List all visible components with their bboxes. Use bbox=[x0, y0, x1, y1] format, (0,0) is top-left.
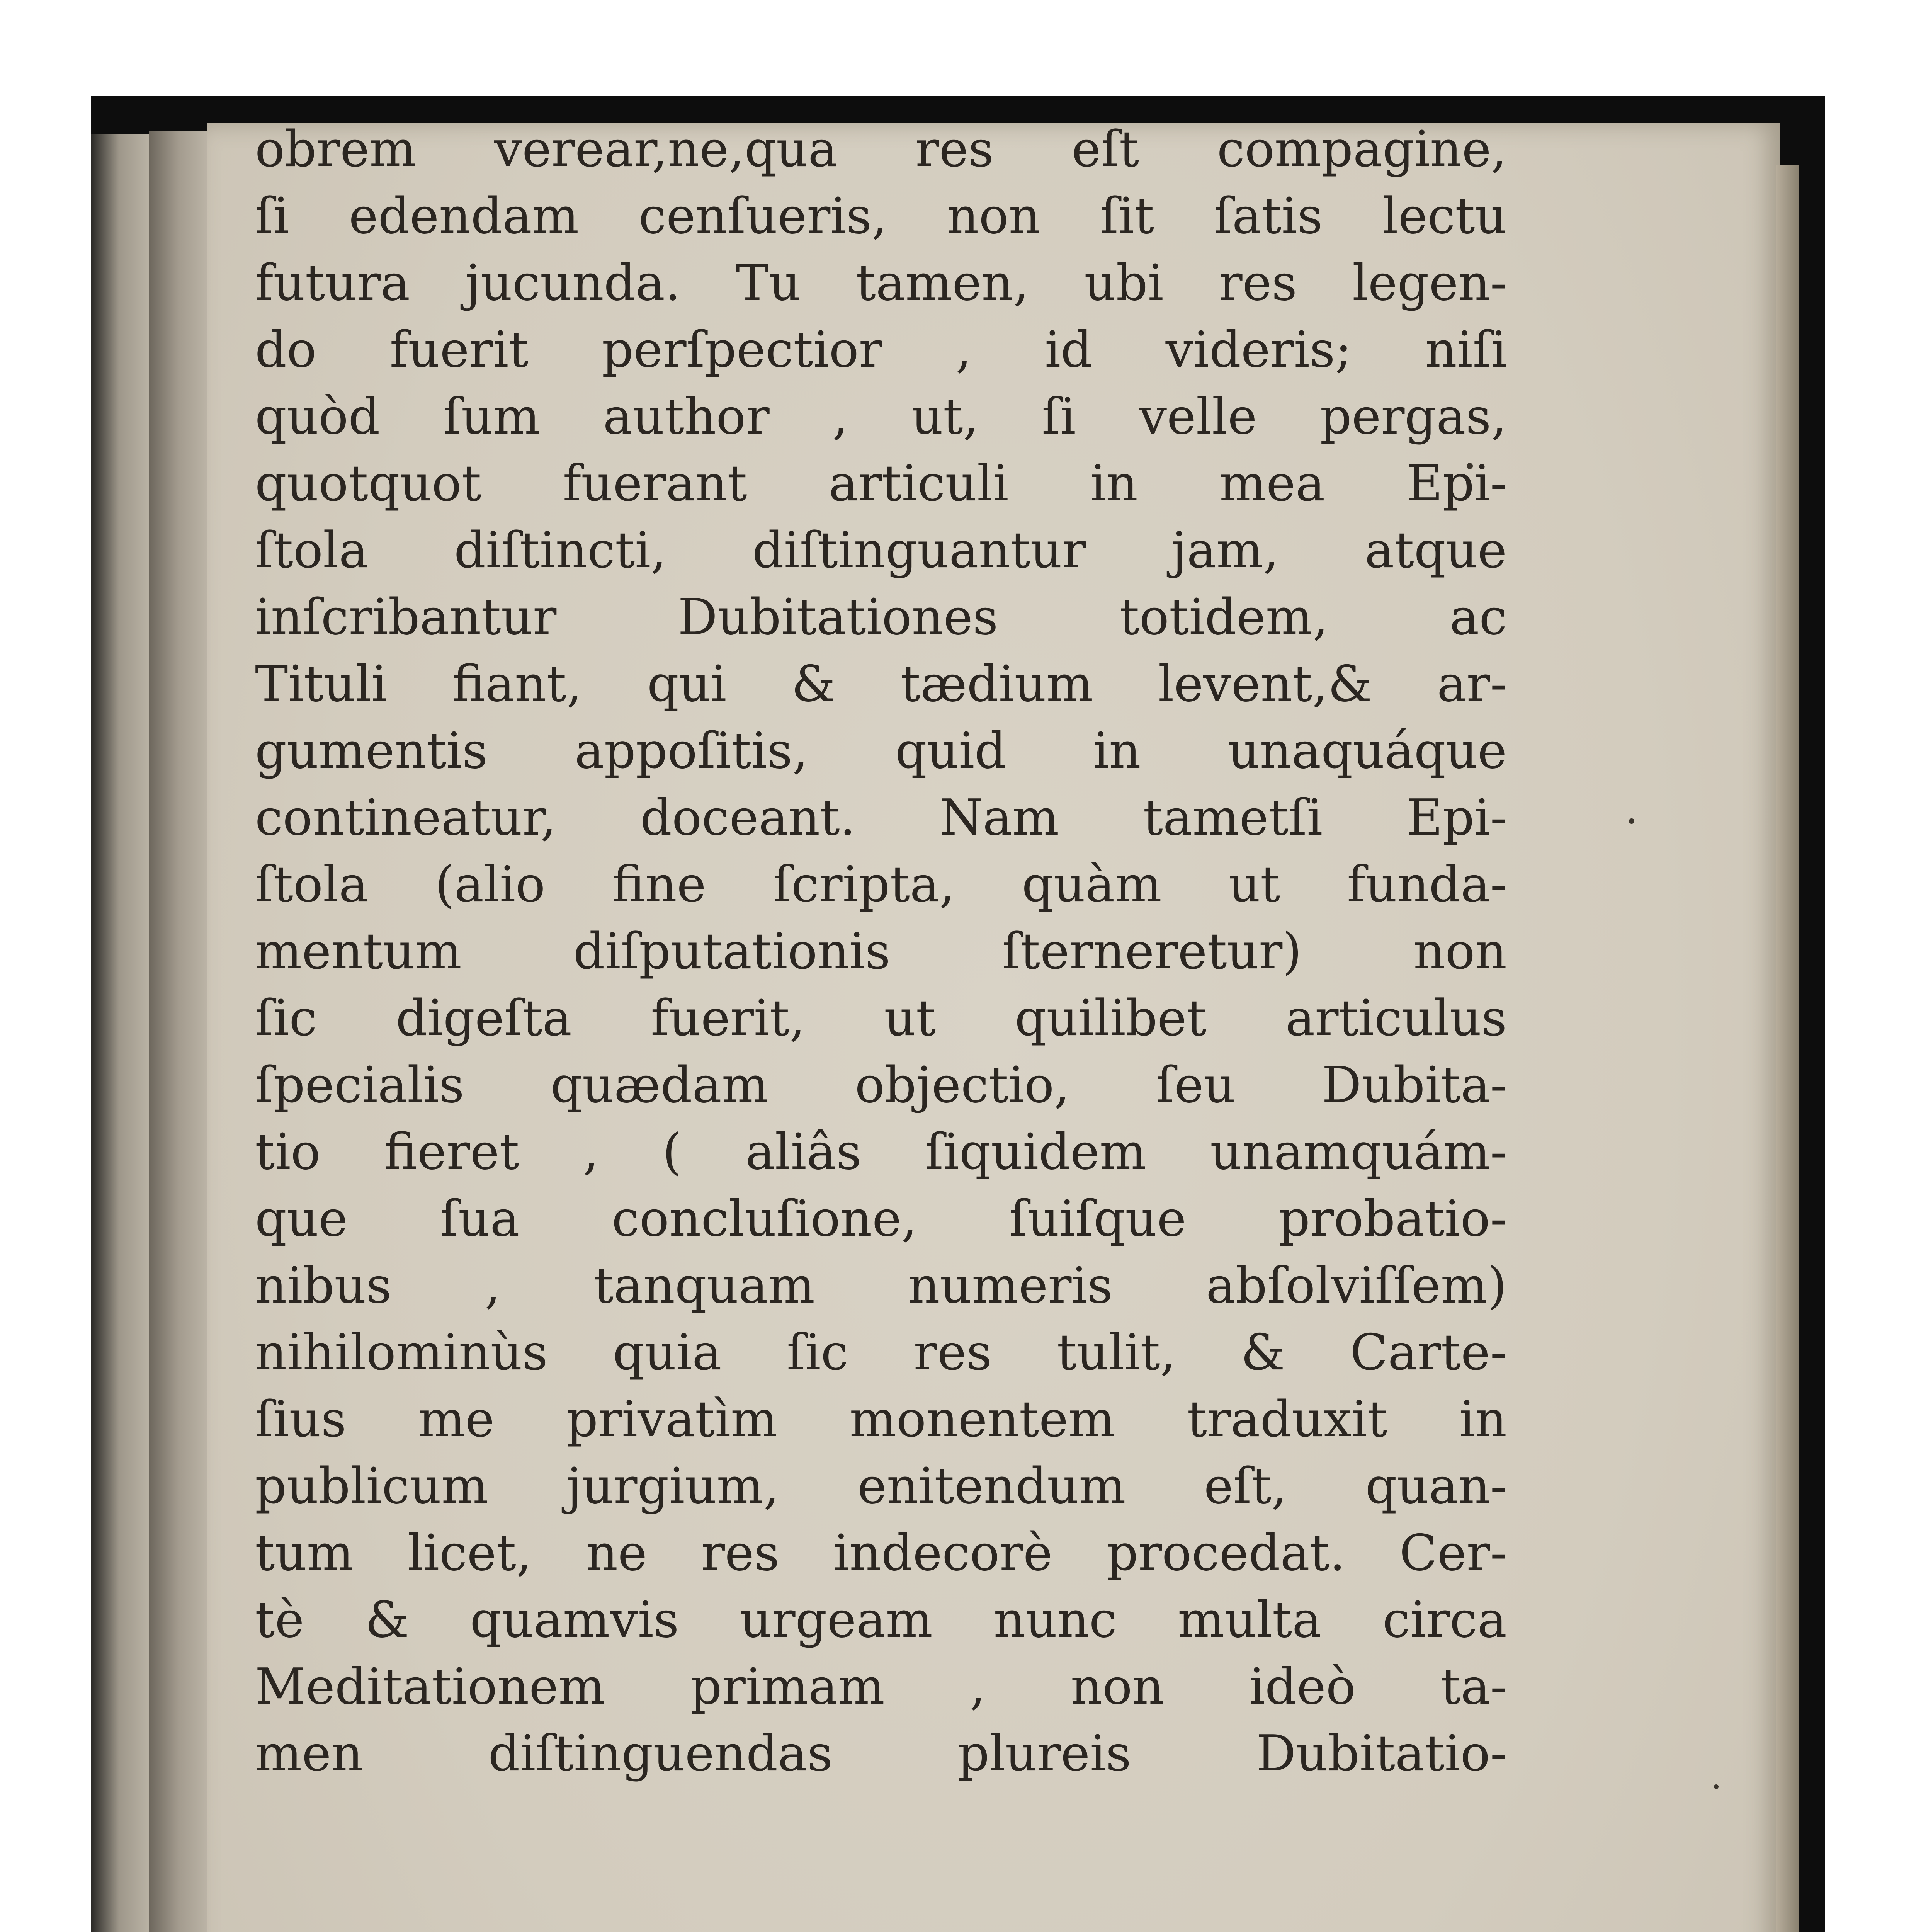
text-line: quòd ſum author , ut, ſi velle pergas, bbox=[255, 388, 1507, 446]
text-line: tum licet, ne res indecorè procedat. Cer- bbox=[255, 1524, 1507, 1582]
text-line: publicum jurgium, enitendum eſt, quan- bbox=[255, 1458, 1507, 1515]
text-line: ſius me privatìm monentem traduxit in bbox=[255, 1391, 1507, 1448]
text-line: do fuerit perſpectior , id videris; niſi bbox=[255, 321, 1507, 379]
text-line: nihilominùs quia ſic res tulit, & Carte- bbox=[255, 1324, 1507, 1381]
page-text bbox=[255, 116, 1507, 1787]
text-line: ſtola (alio fine ſcripta, quàm ut funda- bbox=[255, 856, 1507, 913]
text-line: obrem verear,ne,qua res eſt compagine, bbox=[255, 121, 1507, 178]
ink-speck bbox=[1629, 818, 1634, 824]
text-line: ſi edendam cenſueris, non ſit ſatis lectu bbox=[255, 187, 1507, 245]
text-line: contineatur, doceant. Nam tametſi Epi- bbox=[255, 789, 1507, 847]
text-line: ſic digeſta fuerit, ut quilibet articulus bbox=[255, 990, 1507, 1047]
text-line: quotquot fuerant articuli in mea Epi- bbox=[255, 455, 1507, 512]
text-line: Tituli fiant, qui & tædium levent,& ar- bbox=[255, 655, 1507, 713]
right-page-edge bbox=[1776, 165, 1799, 1932]
text-line: tè & quamvis urgeam nunc multa circa bbox=[255, 1591, 1507, 1649]
text-line: gumentis appoſitis, quid in unaquáque bbox=[255, 722, 1507, 780]
text-line: ſtola diſtincti, diſtinguantur jam, atque bbox=[255, 522, 1507, 579]
text-line: men diſtinguendas plureis Dubitatio- bbox=[255, 1725, 1507, 1782]
text-line: nibus , tanquam numeris abſolviſſem) bbox=[255, 1257, 1507, 1315]
text-line: futura jucunda. Tu tamen, ubi res legen- bbox=[255, 254, 1507, 312]
text-line: que ſua concluſione, ſuiſque probatio- bbox=[255, 1190, 1507, 1248]
catchword bbox=[1420, 1928, 1507, 1932]
left-page-edge bbox=[91, 134, 153, 1932]
text-line: Meditationem primam , non ideò ta- bbox=[255, 1658, 1507, 1716]
page-footer bbox=[255, 1928, 1507, 1932]
text-line: inſcribantur Dubitationes totidem, ac bbox=[255, 588, 1507, 646]
signature-mark bbox=[896, 1928, 968, 1932]
ink-speck bbox=[1714, 1784, 1719, 1789]
text-line: ſpecialis quædam objectio, ſeu Dubita- bbox=[255, 1056, 1507, 1114]
text-line: tio fieret , ( aliâs ſiquidem unamquám- bbox=[255, 1123, 1507, 1181]
text-line: mentum diſputationis ſterneretur) non bbox=[255, 923, 1507, 980]
